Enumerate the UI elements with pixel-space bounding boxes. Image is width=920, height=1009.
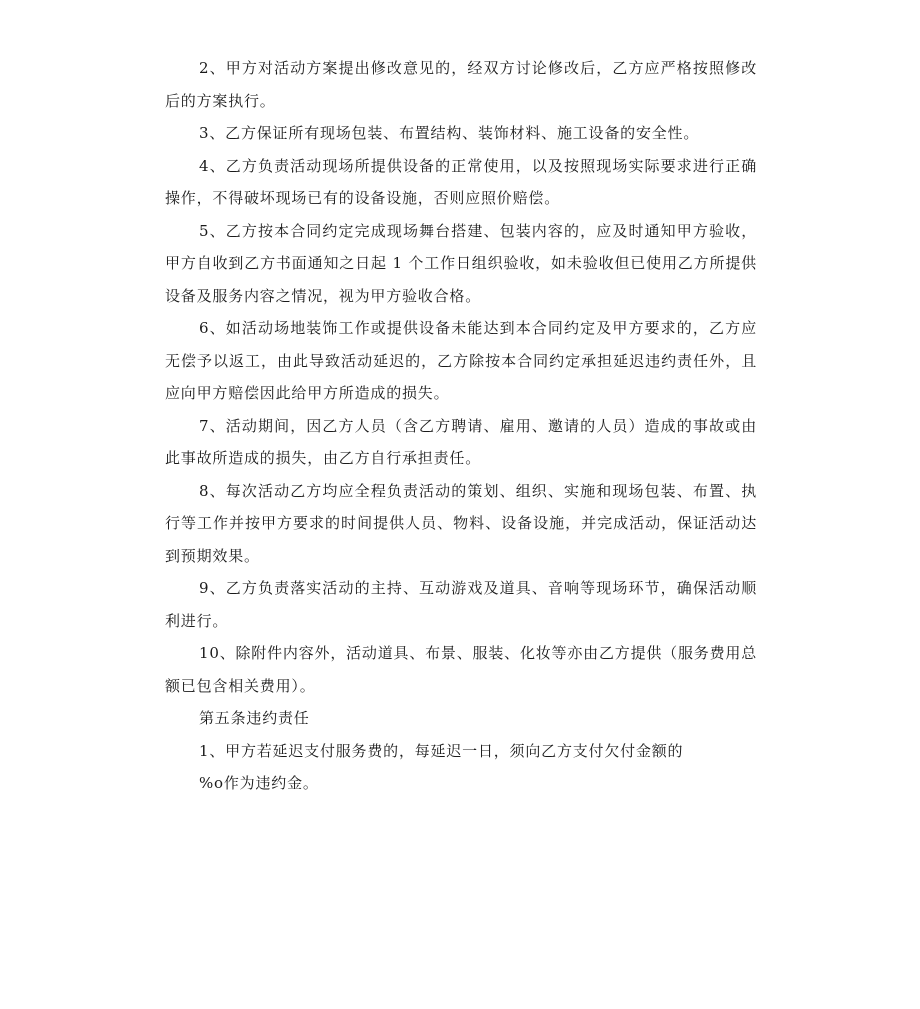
section-heading: 第五条违约责任 [199,709,310,727]
clause-6: 6、如活动场地装饰工作或提供设备未能达到本合同约定及甲方要求的，乙方应无偿予以返工，由此导致活动延迟的，乙方除按本合同约定承担延迟违约责任外，且应向甲方赔偿因此给甲方所造成的损失。 [165,319,757,402]
clause-8: 8、每次活动乙方均应全程负责活动的策划、组织、实施和现场包装、布置、执行等工作并按甲方要求的时间提供人员、物料、设备设施，并完成活动，保证活动达到预期效果。 [165,481,757,565]
clause-4: 4、乙方负责活动现场所提供设备的正常使用，以及按照现场实际要求进行正确操作，不得破坏现场已有的设备设施，否则应照价赔偿。 [165,156,757,207]
clause-5: 5、乙方按本合同约定完成现场舞台搭建、包装内容的，应及时通知甲方验收，甲方自收到乙方书面通知之日起 1 个工作日组织验收，如未验收但已使用乙方所提供设备及服务内容之情况，视为甲方验收合格。 [165,221,757,305]
breach-clause-1: 1、甲方若延迟支付服务费的，每延迟一日，须向乙方支付欠付金额的 [199,741,684,760]
clause-10: 10、除附件内容外，活动道具、布景、服装、化妆等亦由乙方提供（服务费用总额已包含相关费用）。 [165,644,757,695]
clause-7: 7、活动期间，因乙方人员（含乙方聘请、雇用、邀请的人员）造成的事故或由此事故所造成的损失，由乙方自行承担责任。 [165,416,757,467]
clause-9: 9、乙方负责落实活动的主持、互动游戏及道具、音响等现场环节，确保活动顺利进行。 [165,579,757,630]
document-page [165,52,757,800]
breach-clause-1-continued: %o作为违约金。 [199,774,319,792]
clause-2: 2、甲方对活动方案提出修改意见的，经双方讨论修改后，乙方应严格按照修改后的方案执行。 [165,59,757,110]
clause-3: 3、乙方保证所有现场包装、布置结构、装饰材料、施工设备的安全性。 [199,124,700,142]
